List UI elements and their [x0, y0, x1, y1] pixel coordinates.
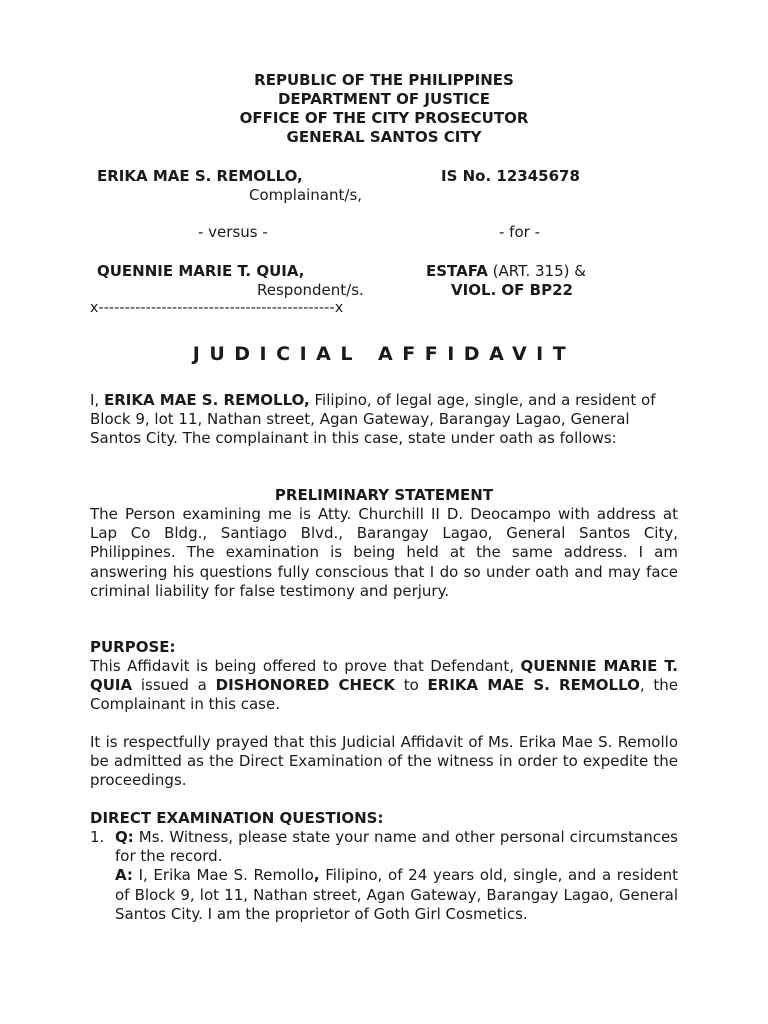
intro-prefix: I,	[90, 391, 104, 409]
caption-separator: x---------------------------------------------x	[90, 300, 344, 316]
question-number: 1.	[90, 828, 105, 846]
for-label: - for -	[499, 223, 540, 241]
header-republic: REPUBLIC OF THE PHILIPPINES	[254, 71, 514, 89]
purpose-text	[90, 657, 678, 715]
purpose-t3: to	[394, 676, 428, 695]
intro-text: Filipino, of legal age, single, and a resident of Block 9, lot 11, Nathan street, Agan Gateway, Barangay Lagao, General Santos City. The complainant in this case, state under oath as follows:	[90, 391, 656, 448]
question-label: Q:	[115, 828, 134, 846]
prayer-text: It is respectfully prayed that this Judicial Affidavit of Ms. Erika Mae S. Remollo be admitted as the Direct Examination of the witness in order to expedite the proceedings.	[90, 733, 678, 790]
preliminary-text: The Person examining me is Atty. Churchill II D. Deocampo with address at Lap Co Bldg., Santiago Blvd., Barangay Lagao, General Santos City, Philippines. The examination is being held at the same address. I am answering his questions fully conscious that I do so under oath and may face criminal liability for false testimony and perjury.	[90, 505, 678, 600]
header-city: GENERAL SANTOS CITY	[286, 128, 482, 146]
answer-body	[115, 866, 678, 924]
answer-text-2: Filipino, of 24 years old, single, and a resident of Block 9, lot 11, Nathan street, Agan Gateway, Barangay Lagao, General Santos City. I am the proprietor of Goth Girl Cosmetics.	[115, 866, 678, 923]
question-body	[115, 828, 678, 866]
charge-line-1	[426, 262, 586, 281]
header-department: DEPARTMENT OF JUSTICE	[277, 90, 491, 108]
purpose-defendant: QUENNIE MARIE T. QUIA	[90, 657, 678, 695]
complainant-name: ERIKA MAE S. REMOLLO,	[97, 167, 303, 185]
charge-estafa: ESTAFA	[426, 262, 488, 280]
question-text: Ms. Witness, please state your name and other personal circumstances for the record.	[115, 828, 678, 866]
answer-label: A:	[115, 866, 133, 885]
intro-paragraph	[90, 391, 678, 449]
document-header	[0, 71, 768, 147]
purpose-t1: This Affidavit is being offered to prove that Defendant,	[90, 657, 521, 675]
purpose-complainant: ERIKA MAE S. REMOLLO	[427, 676, 640, 695]
respondent-role: Respondent/s.	[257, 281, 364, 299]
direct-exam-heading: DIRECT EXAMINATION QUESTIONS:	[90, 809, 384, 827]
respondent-name: QUENNIE MARIE T. QUIA,	[97, 262, 305, 280]
answer-comma: ,	[313, 866, 320, 885]
intro-name: ERIKA MAE S. REMOLLO,	[103, 391, 310, 409]
question-item	[90, 828, 678, 924]
charge-article: (ART. 315) &	[487, 262, 586, 280]
preliminary-heading: PRELIMINARY STATEMENT	[274, 486, 494, 504]
complainant-role: Complainant/s,	[249, 186, 363, 204]
header-office: OFFICE OF THE CITY PROSECUTOR	[239, 109, 529, 127]
purpose-heading: PURPOSE:	[90, 638, 176, 656]
answer-text-1: I, Erika Mae S. Remollo	[132, 866, 314, 885]
purpose-t2: issued a	[132, 676, 216, 695]
purpose-t4: , the Complainant in this case.	[90, 676, 678, 714]
charge-line-2: VIOL. OF BP22	[451, 281, 573, 299]
is-number: IS No. 12345678	[441, 167, 580, 185]
purpose-dishonored-check: DISHONORED CHECK	[215, 676, 395, 695]
document-title: JUDICIAL AFFIDAVIT	[192, 343, 576, 365]
versus-label: - versus -	[198, 223, 268, 241]
